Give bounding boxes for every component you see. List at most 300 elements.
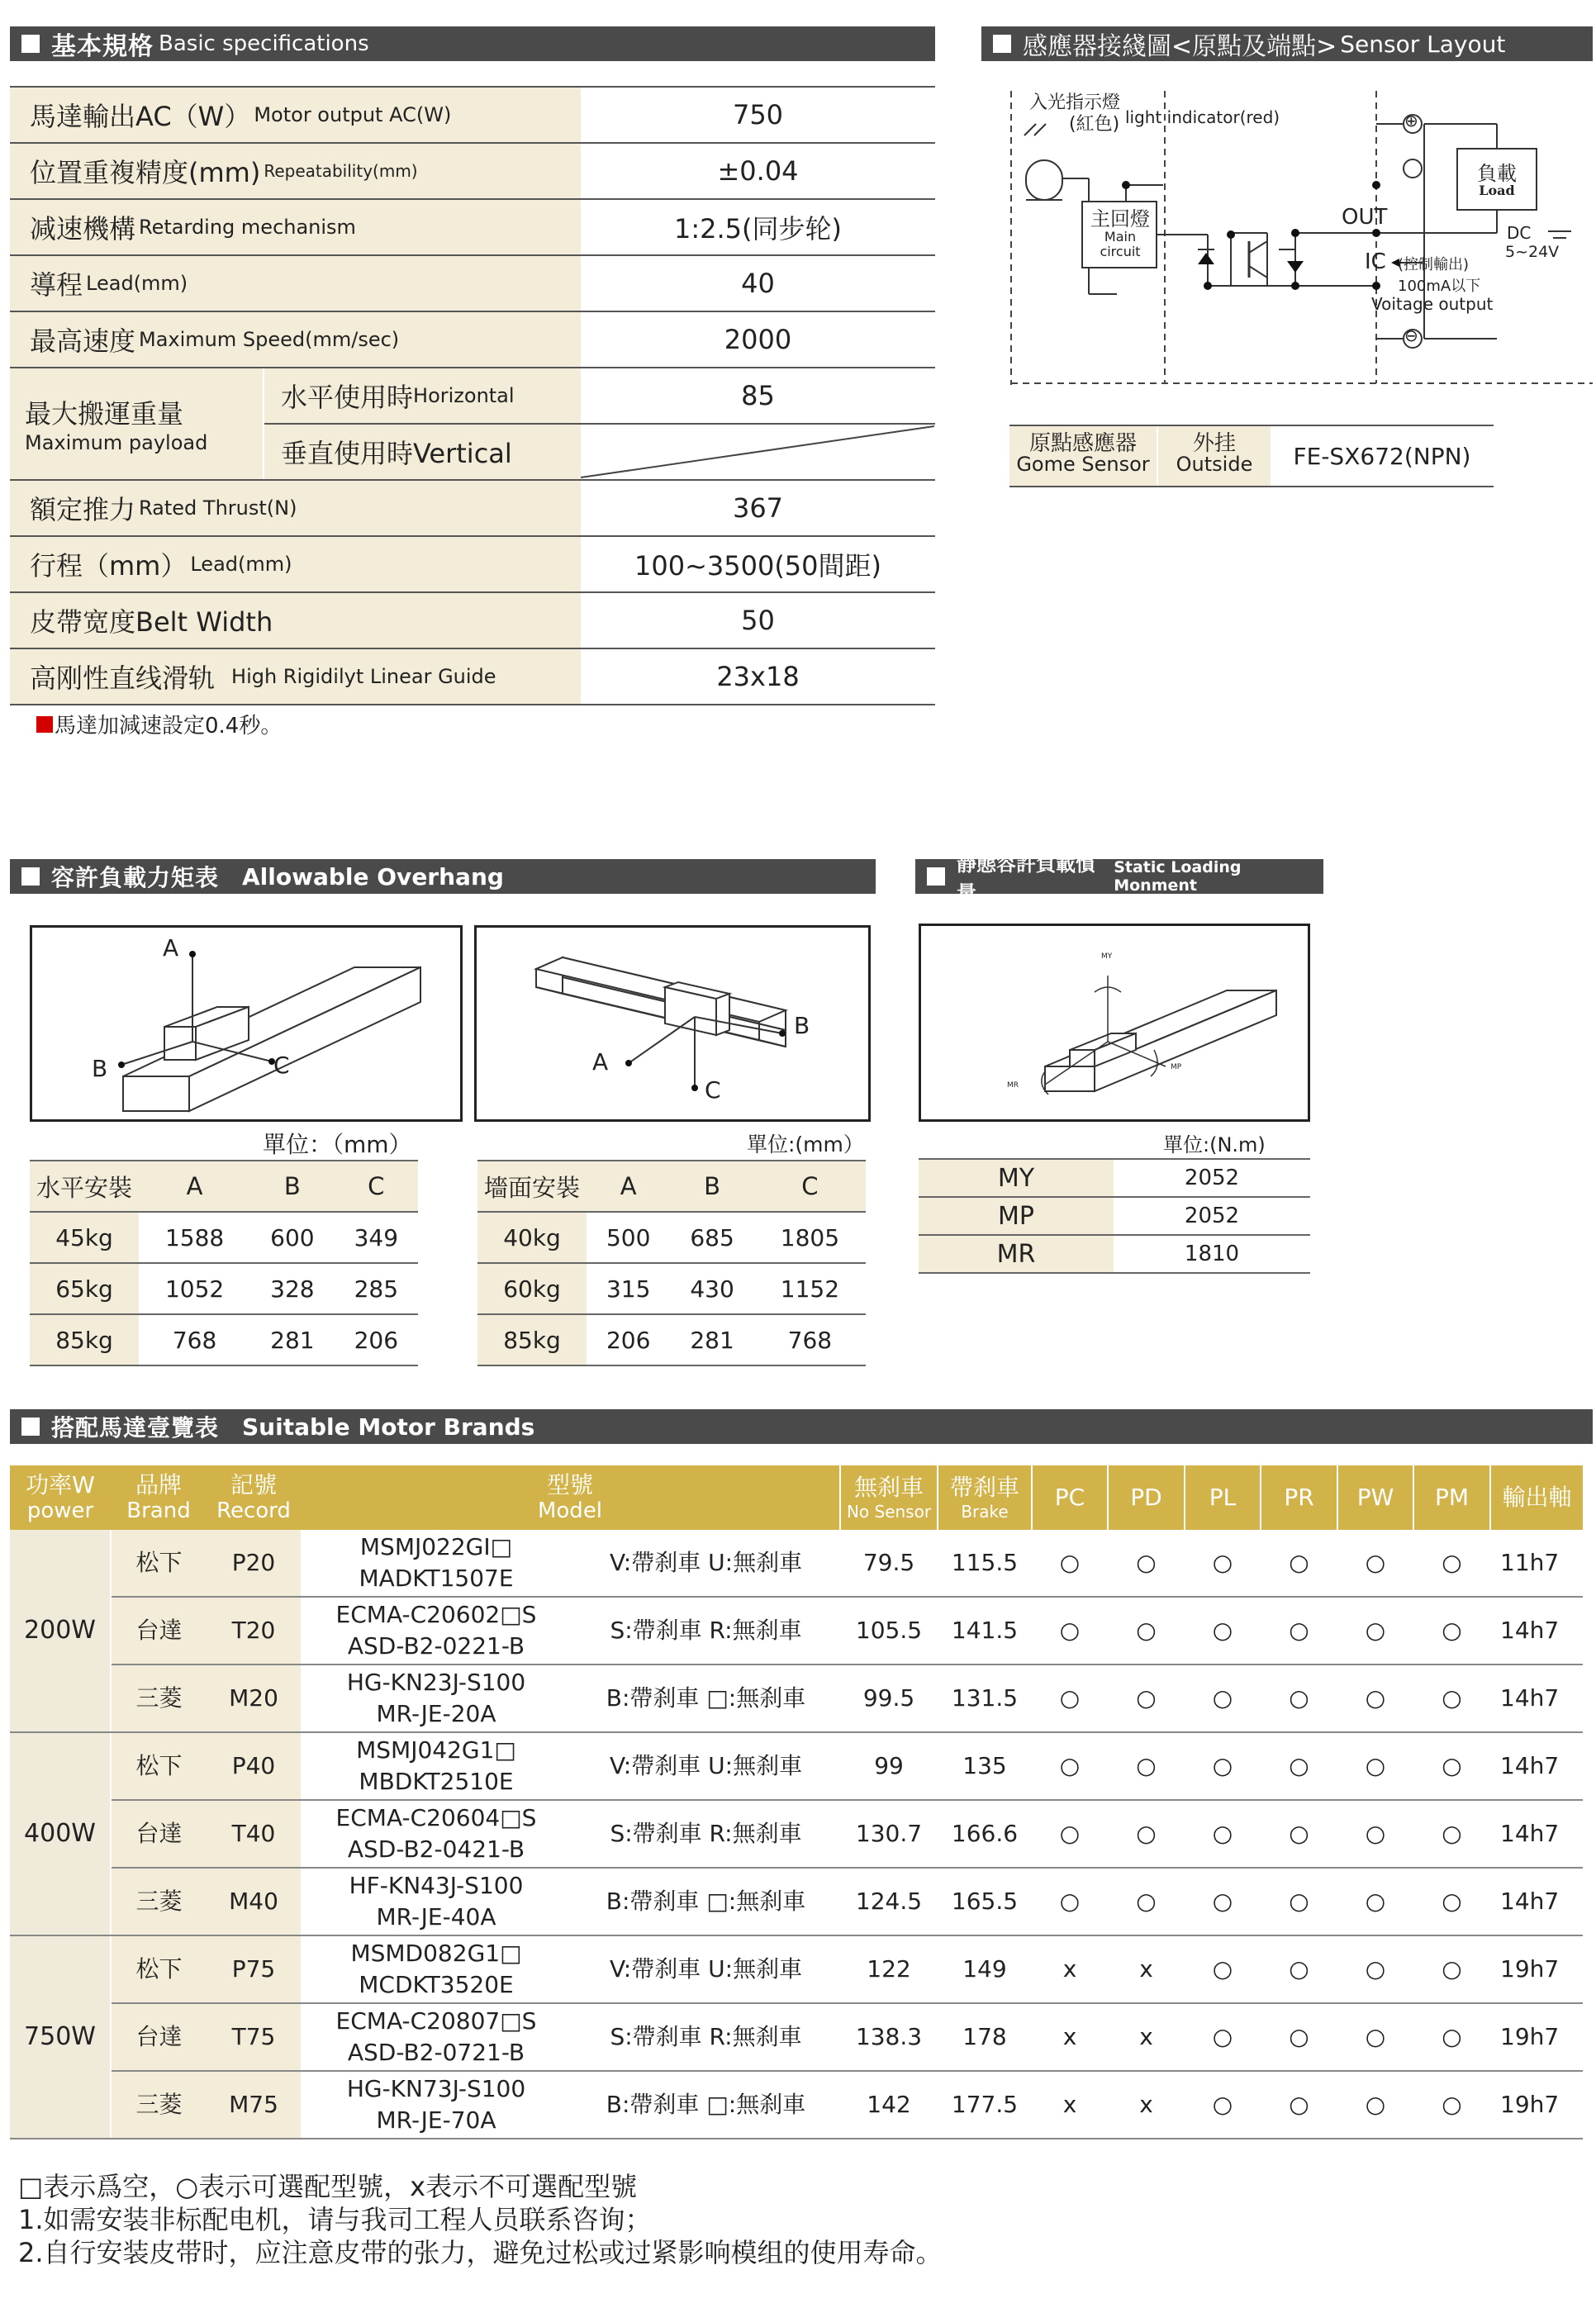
table-row	[919, 1197, 1310, 1235]
value-b: 600	[250, 1212, 334, 1263]
value-c: 1152	[754, 1263, 866, 1314]
value-a: 315	[587, 1263, 670, 1314]
model-motor: ECMA-C20807□S	[335, 2007, 537, 2035]
option-pr: ○	[1261, 1665, 1337, 1732]
figure-label-a: A	[592, 1048, 609, 1076]
hdr-brand-en: Brand	[126, 1498, 191, 1524]
option-pl: ○	[1185, 2071, 1261, 2139]
option-pl: ○	[1185, 1597, 1261, 1665]
hdr-shaft: 輸出軸	[1490, 1465, 1583, 1530]
hdr-brake: 帶刹車	[950, 1474, 1020, 1502]
motor-row	[10, 1800, 1583, 1868]
option-pw: ○	[1337, 1665, 1413, 1732]
indicator-cn: 入光指示燈	[1029, 93, 1121, 113]
overhang-header	[10, 859, 876, 894]
option-pd: ○	[1108, 1597, 1185, 1665]
value-a: 500	[587, 1212, 670, 1263]
indicator-red: (紅色)	[1069, 114, 1120, 135]
brake-option-cell: S:帶刹車 R:無刹車	[572, 1800, 840, 1868]
col-c: C	[754, 1161, 866, 1212]
option-pd: ○	[1108, 1732, 1185, 1800]
brand-cell: 台達	[111, 2003, 207, 2071]
brake-length: 141.5	[938, 1597, 1032, 1665]
basic-spec-table	[10, 86, 935, 705]
spec-value: 750	[732, 99, 784, 131]
spec-label: 减速機構	[30, 213, 136, 245]
main-circuit-cn: 主回燈	[1090, 207, 1150, 230]
hdr-nobrake-en: No Sensor	[846, 1501, 932, 1522]
load-cell: 85kg	[477, 1314, 587, 1365]
hdr-pc: PC	[1032, 1465, 1108, 1530]
option-pm: ○	[1413, 2003, 1490, 2071]
motor-row	[10, 1665, 1583, 1732]
option-pd: x	[1108, 2071, 1185, 2139]
spec-row	[10, 88, 935, 144]
sensor-wiring-diagram	[1009, 88, 1593, 385]
spec-label-en: Retarding mechanism	[139, 216, 356, 239]
option-pr: ○	[1261, 1935, 1337, 2003]
section-square-icon	[21, 1418, 40, 1436]
option-pl: ○	[1185, 1665, 1261, 1732]
hdr-model: 型號	[547, 1470, 594, 1498]
model-cell	[301, 1935, 572, 2003]
option-pc: ○	[1032, 1800, 1108, 1868]
value-b: 281	[670, 1314, 753, 1365]
static-unit: 單位:(N.m)	[1163, 1133, 1266, 1156]
spec-value: 23x18	[716, 661, 800, 692]
option-pl: ○	[1185, 1800, 1261, 1868]
table-row	[30, 1314, 418, 1365]
vertical-value-empty	[581, 425, 935, 479]
model-driver: MADKT1507E	[359, 1565, 514, 1592]
nobrake-length: 99	[840, 1732, 938, 1800]
spec-row	[10, 649, 935, 705]
motor-row	[10, 1597, 1583, 1665]
brake-length: 177.5	[938, 2071, 1032, 2139]
section-square-icon	[927, 867, 945, 886]
spec-label-en: Repeatability(mm)	[264, 161, 418, 181]
option-pr: ○	[1261, 1530, 1337, 1597]
value-c: 206	[335, 1314, 418, 1365]
hdr-power-en: power	[26, 1498, 94, 1524]
spec-row	[10, 256, 935, 312]
option-pl: ○	[1185, 1868, 1261, 1935]
spec-label: 最高速度	[30, 325, 136, 357]
shaft-cell: 19h7	[1490, 2003, 1583, 2071]
option-pl: ○	[1185, 2003, 1261, 2071]
hdr-pr: PR	[1261, 1465, 1337, 1530]
option-pc: x	[1032, 2003, 1108, 2071]
motor-title-cn: 搭配馬達壹覽表	[51, 1414, 220, 1441]
model-cell	[301, 1868, 572, 1935]
model-motor: HF-KN43J-S100	[349, 1872, 524, 1900]
option-pm: ○	[1413, 1800, 1490, 1868]
spec-row	[10, 312, 935, 368]
option-pw: ○	[1337, 1732, 1413, 1800]
value-b: 430	[670, 1263, 753, 1314]
value-b: 328	[250, 1263, 334, 1314]
table-row	[30, 1212, 418, 1263]
figure-label-c: C	[705, 1076, 721, 1104]
nobrake-length: 99.5	[840, 1665, 938, 1732]
model-driver: MR-JE-40A	[376, 1903, 496, 1930]
dc-label: DC	[1507, 223, 1532, 243]
power-cell: 400W	[10, 1732, 111, 1935]
moment-label: MP	[919, 1197, 1114, 1235]
vertical-label: 垂直使用時Vertical	[281, 438, 512, 469]
overhang-unit-2: 單位:(mm）	[747, 1133, 864, 1156]
record-cell: M75	[207, 2071, 301, 2139]
brand-cell: 松下	[111, 1732, 207, 1800]
option-pr: ○	[1261, 1732, 1337, 1800]
sensor-title: 感應器接綫圖<原點及端點>	[1023, 32, 1337, 61]
minus-terminal-icon: ⊖	[1404, 325, 1418, 345]
legend-note: □表示爲空，○表示可選配型號，x表示不可選配型號	[18, 2171, 638, 2202]
nobrake-length: 124.5	[840, 1868, 938, 1935]
col-a: A	[139, 1161, 250, 1212]
ic-label: IC	[1365, 249, 1386, 274]
model-cell	[301, 1800, 572, 1868]
hdr-nobrake: 無刹車	[854, 1474, 924, 1502]
brand-cell: 三菱	[111, 1868, 207, 1935]
model-motor: ECMA-C20604□S	[335, 1804, 537, 1832]
horizontal-label: 水平使用時	[281, 382, 414, 413]
sensor-type-en: Gome Sensor	[1016, 453, 1150, 476]
brand-cell: 台達	[111, 1800, 207, 1868]
static-moment-figure	[919, 924, 1310, 1122]
option-pc: ○	[1032, 1530, 1108, 1597]
brake-option-cell: V:帶刹車 U:無刹車	[572, 1530, 840, 1597]
shaft-cell: 11h7	[1490, 1530, 1583, 1597]
motor-row	[10, 1868, 1583, 1935]
spec-label-en: Motor output AC(W)	[254, 103, 452, 126]
hdr-record-en: Record	[216, 1498, 291, 1524]
load-cell: 85kg	[30, 1314, 139, 1365]
sensor-header	[981, 26, 1593, 61]
indicator-en: light indicator(red)	[1125, 107, 1280, 127]
col-c: C	[335, 1161, 418, 1212]
spec-row	[10, 537, 935, 593]
spec-value: 1:2.5(同步轮)	[673, 213, 842, 245]
power-cell: 750W	[10, 1935, 111, 2139]
table-row	[919, 1235, 1310, 1273]
shaft-cell: 14h7	[1490, 1800, 1583, 1868]
sensor-mount-cell	[1158, 426, 1271, 486]
model-cell	[301, 1732, 572, 1800]
out-label: OUT	[1342, 205, 1388, 230]
hdr-pm: PM	[1413, 1465, 1490, 1530]
option-pr: ○	[1261, 1800, 1337, 1868]
option-pr: ○	[1261, 2071, 1337, 2139]
option-pr: ○	[1261, 2003, 1337, 2071]
static-header	[915, 852, 1323, 905]
hdr-record: 記號	[230, 1470, 277, 1498]
load-cell: 45kg	[30, 1212, 139, 1263]
brake-length: 115.5	[938, 1530, 1032, 1597]
brake-option-cell: S:帶刹車 R:無刹車	[572, 2003, 840, 2071]
option-pm: ○	[1413, 1868, 1490, 1935]
value-a: 1052	[139, 1263, 250, 1314]
figure-label-a: A	[163, 934, 179, 962]
model-driver: MR-JE-70A	[376, 2106, 496, 2134]
hdr-pd: PD	[1108, 1465, 1185, 1530]
load-cell: 40kg	[477, 1212, 587, 1263]
record-cell: P75	[207, 1935, 301, 2003]
option-pc: x	[1032, 1935, 1108, 2003]
value-c: 1805	[754, 1212, 866, 1263]
motor-row	[10, 2071, 1583, 2139]
col-b: B	[670, 1161, 753, 1212]
option-pc: ○	[1032, 1597, 1108, 1665]
section-square-icon	[993, 35, 1011, 53]
accel-note	[36, 709, 282, 739]
horizontal-overhang-table	[30, 1160, 418, 1366]
ic-limit: 100mA以下	[1398, 278, 1481, 295]
ic-note: (控制輸出)	[1398, 256, 1470, 273]
spec-label-en: Lead(mm)	[86, 272, 188, 295]
record-cell: T20	[207, 1597, 301, 1665]
spec-label: 位置重複精度(mm)	[30, 157, 261, 188]
payload-label-cn: 最大搬運重量	[25, 398, 184, 430]
w-mount-label: 墻面安裝	[477, 1161, 587, 1212]
record-cell: M40	[207, 1868, 301, 1935]
static-rail-drawing	[921, 926, 1308, 1119]
spec-value: 2000	[724, 324, 792, 355]
spec-label: 馬達輸出AC（W）	[30, 101, 251, 132]
sensor-spec-table	[1009, 425, 1494, 487]
horizontal-value: 85	[581, 368, 935, 425]
table-row	[477, 1314, 866, 1365]
load-label	[1457, 164, 1537, 198]
brake-option-cell: V:帶刹車 U:無刹車	[572, 1732, 840, 1800]
model-driver: ASD-B2-0421-B	[347, 1835, 525, 1863]
indicator-label	[1029, 93, 1120, 136]
brand-cell: 台達	[111, 1597, 207, 1665]
option-pw: ○	[1337, 2003, 1413, 2071]
model-motor: HG-KN73J-S100	[346, 2075, 526, 2103]
model-driver: ASD-B2-0721-B	[347, 2039, 525, 2066]
moment-value: 2052	[1114, 1159, 1310, 1197]
diagonal-slash	[581, 425, 934, 479]
model-cell	[301, 1530, 572, 1597]
brake-option-cell: S:帶刹車 R:無刹車	[572, 1597, 840, 1665]
spec-value: 50	[741, 605, 775, 636]
option-pm: ○	[1413, 1935, 1490, 2003]
shaft-cell: 14h7	[1490, 1597, 1583, 1665]
value-b: 685	[670, 1212, 753, 1263]
payload-label-en: Maximum payload	[25, 431, 208, 454]
value-c: 349	[335, 1212, 418, 1263]
horizontal-mount-figure	[30, 925, 463, 1122]
value-c: 768	[754, 1314, 866, 1365]
nobrake-length: 130.7	[840, 1800, 938, 1868]
option-pl: ○	[1185, 1935, 1261, 2003]
brand-cell: 三菱	[111, 1665, 207, 1732]
value-c: 285	[335, 1263, 418, 1314]
motor-row	[10, 1935, 1583, 2003]
col-b: B	[250, 1161, 334, 1212]
option-pw: ○	[1337, 2071, 1413, 2139]
voltage-output: Voitage output	[1371, 294, 1494, 314]
spec-label: 額定推力	[30, 494, 136, 525]
brake-length: 135	[938, 1732, 1032, 1800]
model-driver: MBDKT2510E	[359, 1768, 514, 1795]
motor-row	[10, 2003, 1583, 2071]
spec-label-en: High Rigidilyt Linear Guide	[231, 665, 496, 688]
model-motor: MSMD082G1□	[350, 1940, 522, 1968]
option-pd: x	[1108, 2003, 1185, 2071]
model-cell	[301, 1665, 572, 1732]
horizontal-label-en: Horizontal	[413, 384, 515, 407]
option-pw: ○	[1337, 1597, 1413, 1665]
option-pd: x	[1108, 1935, 1185, 2003]
moment-label: MR	[919, 1235, 1114, 1273]
option-pr: ○	[1261, 1868, 1337, 1935]
option-pc: ○	[1032, 1665, 1108, 1732]
option-pm: ○	[1413, 1597, 1490, 1665]
model-motor: MSMJ042G1□	[356, 1736, 516, 1764]
mr-label: MR	[1007, 1081, 1019, 1090]
hdr-pl: PL	[1185, 1465, 1261, 1530]
figure-label-b: B	[794, 1012, 810, 1039]
option-pw: ○	[1337, 1800, 1413, 1868]
static-title-en: Static Loading Monment	[1114, 858, 1242, 895]
brake-option-cell: V:帶刹車 U:無刹車	[572, 1935, 840, 2003]
shaft-cell: 19h7	[1490, 1935, 1583, 2003]
motor-title-en: Suitable Motor Brands	[242, 1413, 535, 1441]
value-a: 206	[587, 1314, 670, 1365]
spec-value: 40	[741, 268, 775, 299]
spec-label: 皮帶宽度Belt Width	[30, 606, 273, 638]
power-cell: 200W	[10, 1530, 111, 1732]
option-pd: ○	[1108, 1800, 1185, 1868]
hdr-brand: 品牌	[135, 1470, 182, 1498]
option-pd: ○	[1108, 1530, 1185, 1597]
option-pd: ○	[1108, 1665, 1185, 1732]
basic-title-en: Basic specifications	[159, 31, 369, 56]
spec-label-en: Lead(mm)	[190, 553, 292, 576]
record-cell: P20	[207, 1530, 301, 1597]
brake-length: 131.5	[938, 1665, 1032, 1732]
static-title-cn: 靜態容許負載慣量	[957, 852, 1095, 905]
option-pm: ○	[1413, 1530, 1490, 1597]
main-circuit-en: Main circuit	[1100, 229, 1141, 259]
model-motor: HG-KN23J-S100	[346, 1669, 526, 1697]
spec-row	[10, 200, 935, 256]
table-row	[919, 1159, 1310, 1197]
moment-value: 2052	[1114, 1197, 1310, 1235]
record-cell: M20	[207, 1665, 301, 1732]
my-label: MY	[1101, 952, 1113, 961]
brake-length: 149	[938, 1935, 1032, 2003]
spec-value: 100~3500(50間距)	[634, 550, 882, 582]
static-moment-table	[919, 1158, 1310, 1274]
moment-label: MY	[919, 1159, 1114, 1197]
motor-header	[10, 1409, 1593, 1444]
shaft-cell: 14h7	[1490, 1665, 1583, 1732]
brake-option-cell: B:帶刹車 □:無刹車	[572, 2071, 840, 2139]
spec-value: 367	[732, 492, 784, 524]
figure-label-b: B	[92, 1055, 108, 1082]
spec-row	[10, 144, 935, 200]
brake-length: 178	[938, 2003, 1032, 2071]
spec-row	[10, 481, 935, 537]
red-square-icon	[36, 716, 53, 733]
figure-label-c: C	[273, 1052, 290, 1079]
nobrake-length: 142	[840, 2071, 938, 2139]
option-pm: ○	[1413, 1665, 1490, 1732]
option-pc: ○	[1032, 1732, 1108, 1800]
motor-row	[10, 1732, 1583, 1800]
shaft-cell: 14h7	[1490, 1732, 1583, 1800]
model-driver: MR-JE-20A	[376, 1700, 496, 1727]
section-square-icon	[21, 867, 40, 886]
shaft-cell: 19h7	[1490, 2071, 1583, 2139]
option-pr: ○	[1261, 1597, 1337, 1665]
basic-spec-header	[10, 26, 935, 61]
horizontal-rail-drawing	[32, 928, 460, 1119]
plus-terminal-icon: ⊕	[1404, 111, 1418, 131]
load-cell: 60kg	[477, 1263, 587, 1314]
load-en: Load	[1479, 183, 1515, 199]
h-mount-label: 水平安裝	[30, 1161, 139, 1212]
moment-value: 1810	[1114, 1235, 1310, 1273]
brake-option-cell: B:帶刹車 □:無刹車	[572, 1665, 840, 1732]
record-cell: T75	[207, 2003, 301, 2071]
accel-note-text: 馬達加減速設定0.4秒。	[55, 714, 283, 738]
nobrake-length: 79.5	[840, 1530, 938, 1597]
model-driver: ASD-B2-0221-B	[347, 1632, 525, 1660]
motor-table	[10, 1465, 1583, 2139]
spec-label: 行程（mm）	[30, 550, 188, 582]
option-pl: ○	[1185, 1530, 1261, 1597]
value-a: 1588	[139, 1212, 250, 1263]
model-cell	[301, 2003, 572, 2071]
sensor-type-cell	[1009, 426, 1158, 486]
col-a: A	[587, 1161, 670, 1212]
option-pw: ○	[1337, 1530, 1413, 1597]
hdr-model-en: Model	[537, 1498, 603, 1524]
nobrake-length: 105.5	[840, 1597, 938, 1665]
brake-option-cell: B:帶刹車 □:無刹車	[572, 1868, 840, 1935]
sensor-model: FE-SX672(NPN)	[1293, 442, 1471, 470]
brake-length: 166.6	[938, 1800, 1032, 1868]
option-pc: x	[1032, 2071, 1108, 2139]
overhang-title-cn: 容許負載力矩表	[51, 864, 220, 891]
table-row	[30, 1263, 418, 1314]
value-a: 768	[139, 1314, 250, 1365]
model-driver: MCDKT3520E	[359, 1971, 514, 1998]
load-cn: 負載	[1477, 162, 1517, 185]
option-pc: ○	[1032, 1868, 1108, 1935]
shaft-cell: 14h7	[1490, 1868, 1583, 1935]
brand-cell: 松下	[111, 1935, 207, 2003]
motor-table-header	[10, 1465, 1583, 1530]
model-cell	[301, 2071, 572, 2139]
brake-length: 165.5	[938, 1868, 1032, 1935]
footer-note-2: 2.自行安装皮带时，应注意皮带的张力，避免过松或过紧影响模组的使用寿命。	[18, 2237, 943, 2268]
overhang-unit-1: 單位：（mm）	[263, 1131, 412, 1158]
sensor-title-en: Sensor Layout	[1340, 30, 1506, 58]
model-motor: MSMJ022GI□	[359, 1533, 513, 1561]
basic-title-cn: 基本規格	[51, 32, 154, 61]
section-square-icon	[21, 35, 40, 53]
hdr-brake-en: Brake	[961, 1501, 1009, 1522]
motor-row	[10, 1530, 1583, 1597]
brand-cell: 松下	[111, 1530, 207, 1597]
spec-label: 導程	[30, 269, 83, 301]
option-pm: ○	[1413, 1732, 1490, 1800]
